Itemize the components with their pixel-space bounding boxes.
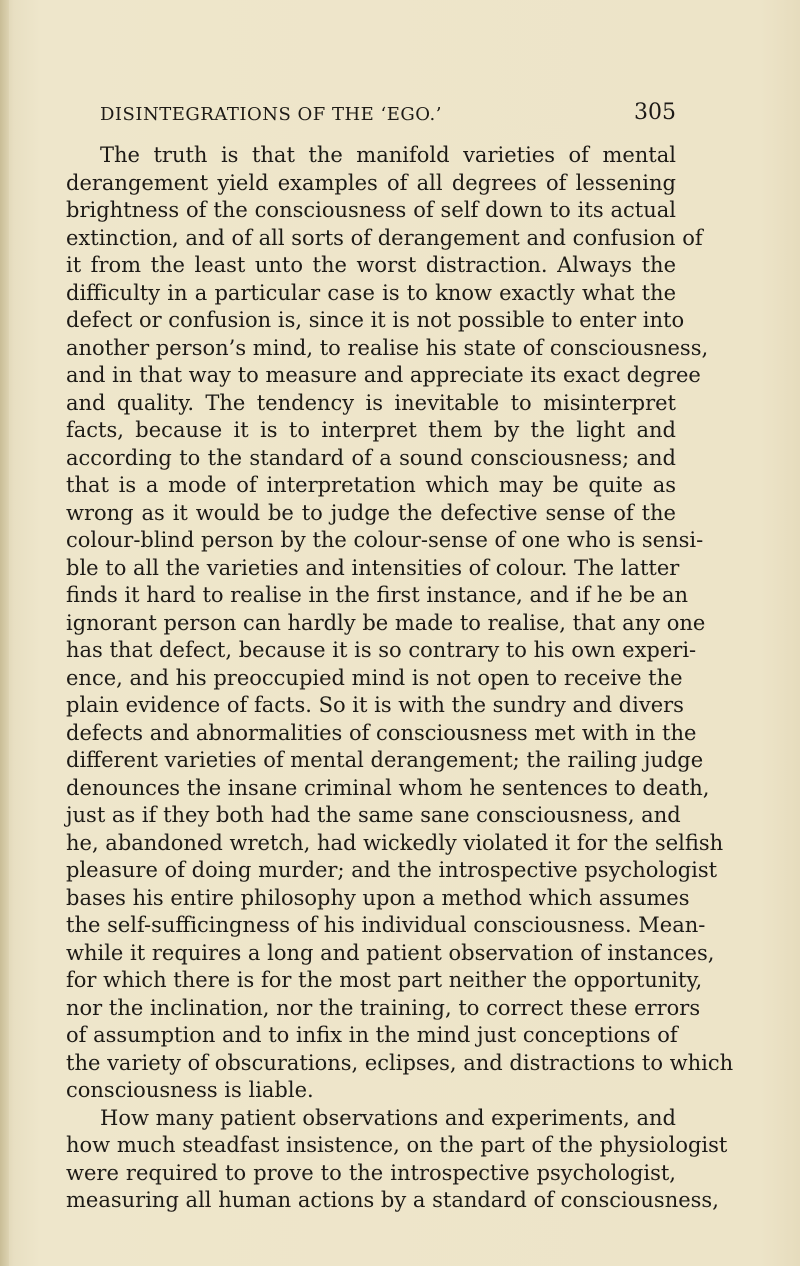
text-line: the self-sufficingness of his individual consciousness. Mean-	[66, 913, 706, 937]
text-line: plain evidence of facts. So it is with the sundry and divers	[66, 693, 684, 717]
text-line: extinction, and of all sorts of derangement and confusion of	[66, 225, 703, 250]
text-line: has that defect, because it is so contrary to his own experi-	[66, 638, 697, 662]
text-line: finds it hard to realise in the first instance, and if he be an	[66, 583, 689, 607]
text-line: colour-blind person by the colour-sense of one who is sensi-	[66, 528, 704, 552]
text-line: denounces the insane criminal whom he sentences to death,	[66, 775, 710, 800]
text-line: defects and abnormalities of consciousness met with in the	[66, 720, 697, 745]
page-spine-shadow	[0, 0, 9, 1266]
text-line: he, abandoned wretch, had wickedly violated it for the selfish	[66, 830, 724, 855]
text-line: derangement yield examples of all degrees of lessening	[66, 170, 676, 195]
text-line: while it requires a long and patient observation of instances,	[66, 940, 715, 965]
text-line: that is a mode of interpretation which may be quite as	[66, 473, 676, 497]
text-line: and quality. The tendency is inevitable to misinterpret	[66, 390, 676, 415]
text-line: just as if they both had the same sane consciousness, and	[66, 803, 681, 827]
text-line: The truth is that the manifold varieties of mental	[100, 143, 676, 167]
text-line: ence, and his preoccupied mind is not open to receive the	[66, 665, 683, 690]
text-line: for which there is for the most part neither the opportunity,	[66, 968, 703, 992]
page-header	[100, 100, 676, 130]
text-line: ignorant person can hardly be made to realise, that any one	[66, 610, 706, 635]
text-line: brightness of the consciousness of self down to its actual	[66, 198, 676, 222]
text-line: bases his entire philosophy upon a method which assumes	[66, 885, 690, 910]
text-line: nor the inclination, nor the training, to correct these errors	[66, 995, 701, 1020]
text-line: difficulty in a particular case is to know exactly what the	[66, 280, 676, 305]
text-line: and in that way to measure and appreciate its exact degree	[66, 363, 701, 387]
text-line: facts, because it is to interpret them by the light and	[66, 418, 676, 442]
text-line: wrong as it would be to judge the defective sense of the	[66, 500, 676, 525]
text-line: another person’s mind, to realise his state of consciousness,	[66, 335, 709, 360]
text-line: according to the standard of a sound consciousness; and	[66, 445, 676, 470]
running-head: DISINTEGRATIONS OF THE ‘EGO.’	[100, 104, 442, 125]
text-line: measuring all human actions by a standard of consciousness,	[66, 1188, 719, 1212]
page-number: 305	[634, 100, 676, 125]
text-line: different varieties of mental derangement; the railing judge	[66, 748, 704, 772]
text-line: how much steadfast insistence, on the part of the physiologist	[66, 1133, 728, 1157]
text-line: were required to prove to the introspective psychologist,	[66, 1160, 676, 1185]
text-line: How many patient observations and experiments, and	[100, 1105, 676, 1130]
text-line: pleasure of doing murder; and the introspective psychologist	[66, 858, 718, 882]
text-line: the variety of obscurations, eclipses, and distractions to which	[66, 1050, 734, 1075]
text-line: ble to all the varieties and intensities of colour. The latter	[66, 555, 680, 580]
text-line: of assumption and to infix in the mind just conceptions of	[66, 1023, 678, 1047]
body-text	[66, 142, 734, 1215]
text-line: it from the least unto the worst distraction. Always the	[66, 253, 676, 277]
text-line: defect or confusion is, since it is not possible to enter into	[66, 308, 685, 332]
text-line: consciousness is liable.	[66, 1078, 314, 1102]
